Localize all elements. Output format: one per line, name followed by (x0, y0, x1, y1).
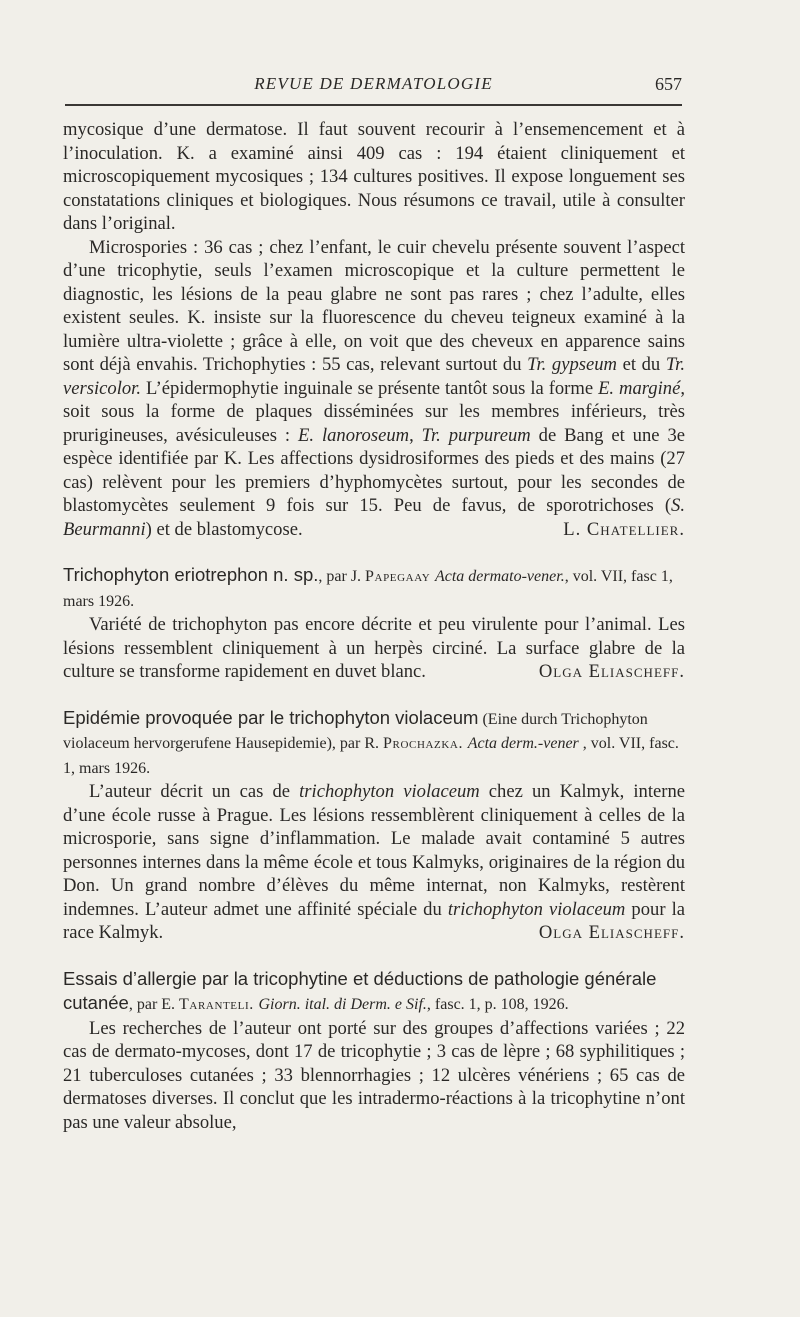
entry-abstract (63, 613, 685, 684)
text-run: de Bang et une 3e espèce identifiée par K. Les affections dysidrosiformes des pieds et des mains (27 cas) relèvent pour les premiers d’hyphomycètes surtout, pour les secondes de blastomycètes seulement 9 fois sur 15. Peu de favus, de sporotrichoses ( (63, 424, 686, 516)
text-run: Microspories : 36 cas ; chez l’enfant, le cuir chevelu présente souvent l’aspect d’une tricophytie, seuls l’examen microscopique et la culture permettent le diagnostic, les lésions de la peau glabre ne sont pas rares ; chez l’adulte, elles existent seules. K. insiste sur la fluorescence du cheveu teigneux examiné à la lumière ultra-violette ; grâce à elle, on voit que des cheveux en apparence sains sont déjà envahis. Trichophyties : 55 cas, relevant surtout du (63, 236, 685, 375)
reviewer-signature: Olga Eliascheff. (538, 922, 685, 943)
text-run: pour la race Kalmyk. (63, 898, 686, 943)
citation-details: , vol. VII, fasc 1, mars 1926. (63, 568, 673, 610)
entry-abstract: Les recherches de l’auteur ont porté sur des groupes d’affections variées ; 22 cas de dermato-mycoses, dont 17 de tricophytie ; 3 cas de lèpre ; 68 syphilitiques ; 21 tuberculoses cutanées ; 33 blennorrhagies ; 12 ulcères vénériens ; 65 cas de dermatoses diverses. Il conclut que les intradermo-réactions à la tricophytine n’ont pas une valeur absolue, (63, 1017, 685, 1133)
species-name: trichophyton violaceum (299, 781, 480, 802)
author-name: Prochazka. (383, 735, 464, 752)
citation-text: (Eine durch Trichophyton violaceum hervorgerufene Hausepidemie), par R. (63, 710, 648, 752)
review-entry-eriotrephon (63, 563, 685, 684)
entry-title: Epidémie provoquée par le trichophyton violaceum (63, 706, 479, 728)
text-run: , (409, 424, 422, 446)
text-run: ) et de blastomycose. (145, 518, 303, 540)
page-body (63, 118, 685, 1134)
entry-heading (63, 967, 685, 1017)
running-title: REVUE DE DERMATOLOGIE (254, 74, 493, 93)
review-entry-allergie (63, 967, 685, 1135)
entry-heading (63, 563, 685, 613)
author-name: Papegaay (365, 568, 431, 585)
text-run: L’épidermophytie inguinale se présente tantôt sous la forme (140, 377, 599, 399)
reviewer-signature: L. Chatellier. (563, 518, 685, 540)
journal-name: Giorn. ital. di Derm. e Sif. (258, 996, 427, 1013)
author-name: Taranteli. (179, 996, 254, 1013)
citation-text: , par E. (128, 996, 180, 1013)
citation-text: , par J. (318, 568, 366, 585)
entry-abstract (63, 780, 685, 945)
species-name: Tr. gypseum (527, 354, 617, 375)
reviewer-signature: Olga Eliascheff. (538, 661, 685, 682)
text-run: , soit sous la forme de plaques disséminées sur les membres inférieurs, très prurigineuses, avésiculeuses : (63, 377, 685, 446)
journal-name: Acta derm.-vener (467, 735, 579, 752)
entry-title: Essais d’allergie par la tricophytine et déductions de pathologie générale cutanée (63, 967, 657, 1013)
text-run: L’auteur décrit un cas de (89, 781, 300, 802)
citation-details: , vol. VII, fasc. 1, mars 1926. (63, 735, 679, 777)
continued-paragraph: mycosique d’une dermatose. Il faut souvent recourir à l’ensemencement et à l’inoculation. K. a examiné ainsi 409 cas : 194 étaient cliniquement et microscopiquement mycosiques ; 134 cultures positives. Il expose longuement ses constatations cliniques et biologiques. Nous résumons ce travail, utile à consulter dans l’original. (63, 119, 685, 234)
journal-name: Acta dermato-vener. (434, 568, 565, 585)
entry-title: Trichophyton eriotrephon n. sp. (63, 564, 319, 585)
species-name: E. marginé (598, 377, 681, 399)
review-paragraph (63, 236, 685, 542)
entry-heading (63, 706, 685, 781)
species-name: Tr. versicolor. (63, 354, 685, 399)
species-name: Tr. purpureum (421, 424, 531, 446)
page-number: 657 (655, 74, 682, 94)
species-name: S. Beurmanni (63, 495, 685, 540)
text-run: chez un Kalmyk, interne d’une école russe à Prague. Les lésions ressemblèrent cliniquement à celles de la microsporie, sans signe d’inflammation. Le malade avait contaminé 5 autres personnes internes dans la même école et tous Kalmyks, originaires de la région du Don. Un grand nombre d’élèves du même internat, non Kalmyks, restèrent indemnes. L’auteur admet une affinité spéciale du (63, 781, 685, 920)
text-run: et du (616, 354, 666, 375)
abstract-text: Variété de trichophyton pas encore décrite et peu virulente pour l’animal. Les lésions ressemblent cliniquement à un herpès circiné. La surface glabre de la culture se transforme rapidement en duvet blanc. (63, 614, 685, 682)
review-entry-violaceum (63, 706, 685, 945)
species-name: E. lanoroseum (298, 424, 410, 446)
species-name: trichophyton violaceum (447, 898, 626, 920)
running-header (65, 70, 682, 106)
citation-details: , fasc. 1, p. 108, 1926. (426, 996, 569, 1013)
